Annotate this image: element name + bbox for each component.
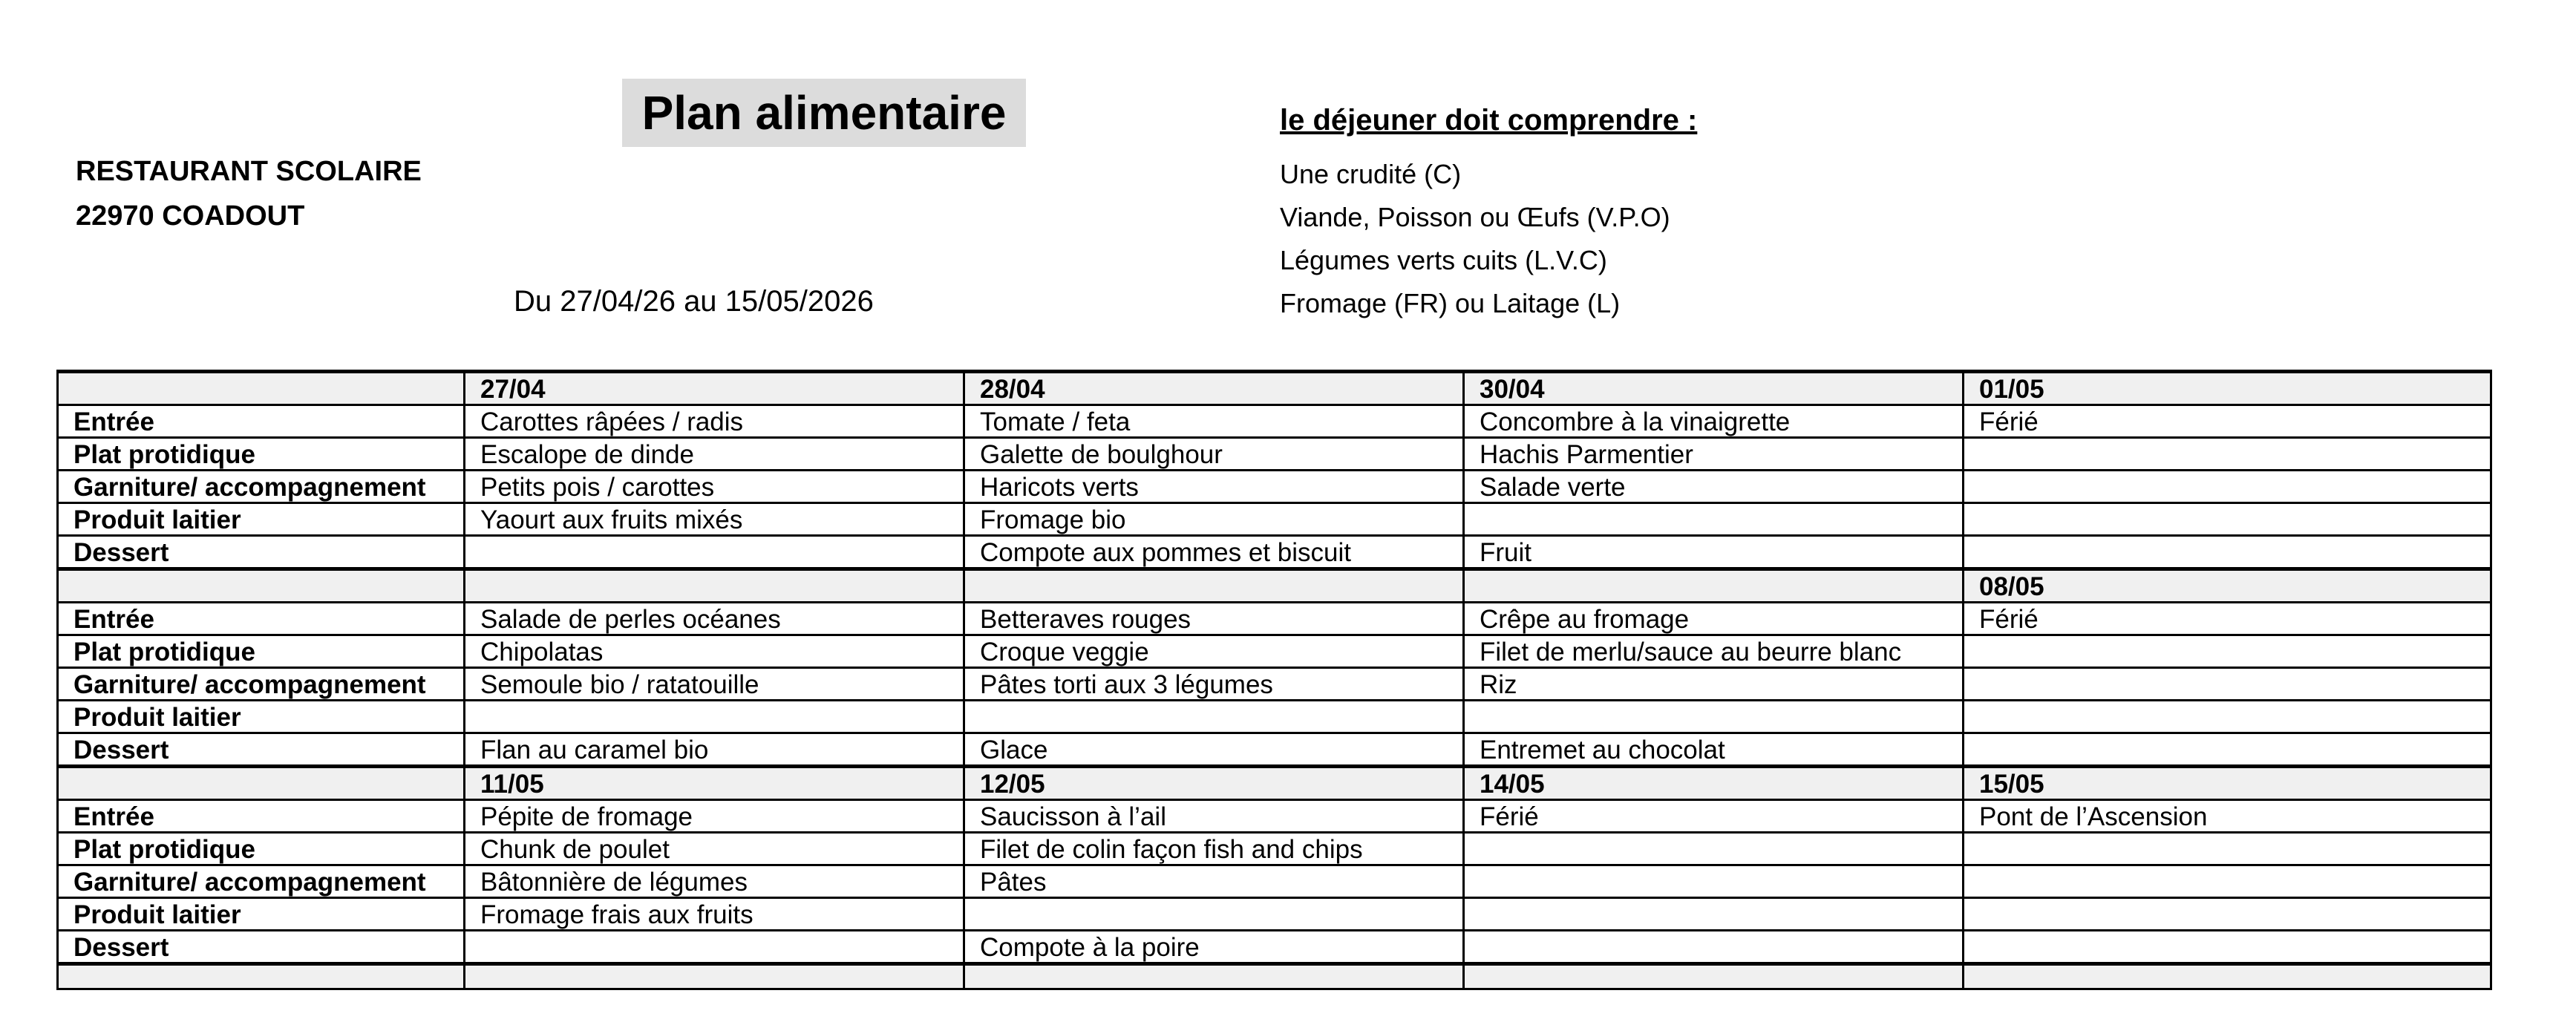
menu-cell: Yaourt aux fruits mixés bbox=[465, 503, 964, 536]
menu-cell bbox=[1964, 503, 2491, 536]
row-label: Dessert bbox=[58, 733, 465, 767]
table-row bbox=[58, 603, 2491, 635]
table-row bbox=[58, 438, 2491, 471]
row-label: Dessert bbox=[58, 536, 465, 569]
menu-cell: Fromage bio bbox=[964, 503, 1464, 536]
date-cell bbox=[1464, 569, 1964, 603]
table-row bbox=[58, 833, 2491, 865]
menu-cell: Betteraves rouges bbox=[964, 603, 1464, 635]
table-row bbox=[58, 635, 2491, 668]
date-cell: 12/05 bbox=[964, 767, 1464, 800]
menu-cell: Compote aux pommes et biscuit bbox=[964, 536, 1464, 569]
menu-cell: Pâtes torti aux 3 légumes bbox=[964, 668, 1464, 701]
menu-cell: Fromage frais aux fruits bbox=[465, 898, 964, 931]
date-row-corner bbox=[58, 767, 465, 800]
table-row bbox=[58, 800, 2491, 833]
requirement-item: Légumes verts cuits (L.V.C) bbox=[1280, 245, 1607, 275]
menu-cell: Carottes râpées / radis bbox=[465, 405, 964, 438]
menu-cell bbox=[1964, 833, 2491, 865]
table-row bbox=[58, 898, 2491, 931]
row-label: Produit laitier bbox=[58, 701, 465, 733]
date-row bbox=[58, 372, 2491, 405]
row-label: Entrée bbox=[58, 603, 465, 635]
menu-cell: Glace bbox=[964, 733, 1464, 767]
filler-cell bbox=[1964, 964, 2491, 989]
menu-cell bbox=[1464, 833, 1964, 865]
row-label: Entrée bbox=[58, 405, 465, 438]
table-row bbox=[58, 503, 2491, 536]
menu-cell: Chipolatas bbox=[465, 635, 964, 668]
menu-cell bbox=[465, 701, 964, 733]
filler-cell bbox=[964, 964, 1464, 989]
menu-cell: Pont de l’Ascension bbox=[1964, 800, 2491, 833]
row-label: Entrée bbox=[58, 800, 465, 833]
table-row bbox=[58, 701, 2491, 733]
menu-cell: Riz bbox=[1464, 668, 1964, 701]
menu-cell: Saucisson à l’ail bbox=[964, 800, 1464, 833]
menu-cell bbox=[1964, 668, 2491, 701]
menu-cell: Férié bbox=[1964, 603, 2491, 635]
table-row bbox=[58, 536, 2491, 569]
date-cell: 01/05 bbox=[1964, 372, 2491, 405]
table-row bbox=[58, 865, 2491, 898]
menu-cell: Férié bbox=[1464, 800, 1964, 833]
menu-cell: Tomate / feta bbox=[964, 405, 1464, 438]
menu-cell: Semoule bio / ratatouille bbox=[465, 668, 964, 701]
row-label: Dessert bbox=[58, 931, 465, 964]
menu-cell: Entremet au chocolat bbox=[1464, 733, 1964, 767]
row-label: Garniture/ accompagnement bbox=[58, 668, 465, 701]
menu-cell bbox=[1964, 701, 2491, 733]
restaurant-address: 22970 COADOUT bbox=[76, 200, 305, 232]
filler-cell bbox=[1464, 964, 1964, 989]
menu-cell: Férié bbox=[1964, 405, 2491, 438]
row-label: Garniture/ accompagnement bbox=[58, 865, 465, 898]
date-cell bbox=[465, 569, 964, 603]
date-row bbox=[58, 767, 2491, 800]
table-row bbox=[58, 931, 2491, 964]
menu-cell bbox=[1964, 471, 2491, 503]
date-cell: 30/04 bbox=[1464, 372, 1964, 405]
date-cell: 08/05 bbox=[1964, 569, 2491, 603]
date-cell: 15/05 bbox=[1964, 767, 2491, 800]
menu-cell: Concombre à la vinaigrette bbox=[1464, 405, 1964, 438]
restaurant-name: RESTAURANT SCOLAIRE bbox=[76, 156, 422, 187]
requirement-item: Viande, Poisson ou Œufs (V.P.O) bbox=[1280, 202, 1670, 232]
menu-cell: Croque veggie bbox=[964, 635, 1464, 668]
requirement-item: Fromage (FR) ou Laitage (L) bbox=[1280, 288, 1621, 318]
menu-cell bbox=[964, 701, 1464, 733]
menu-table bbox=[56, 370, 2492, 990]
menu-cell bbox=[465, 536, 964, 569]
menu-cell bbox=[1464, 701, 1964, 733]
date-cell: 27/04 bbox=[465, 372, 964, 405]
menu-cell bbox=[465, 931, 964, 964]
requirement-item: Une crudité (C) bbox=[1280, 159, 1462, 189]
menu-cell: Compote à la poire bbox=[964, 931, 1464, 964]
menu-cell: Bâtonnière de légumes bbox=[465, 865, 964, 898]
date-row bbox=[58, 569, 2491, 603]
menu-cell: Chunk de poulet bbox=[465, 833, 964, 865]
menu-cell: Escalope de dinde bbox=[465, 438, 964, 471]
menu-cell bbox=[1464, 931, 1964, 964]
page-title: Plan alimentaire bbox=[622, 79, 1026, 147]
table-row bbox=[58, 668, 2491, 701]
row-label: Plat protidique bbox=[58, 635, 465, 668]
date-cell: 14/05 bbox=[1464, 767, 1964, 800]
date-cell bbox=[964, 569, 1464, 603]
table-row bbox=[58, 733, 2491, 767]
menu-cell: Petits pois / carottes bbox=[465, 471, 964, 503]
menu-cell bbox=[1964, 635, 2491, 668]
row-label: Plat protidique bbox=[58, 833, 465, 865]
menu-cell bbox=[1964, 898, 2491, 931]
menu-cell bbox=[1464, 898, 1964, 931]
menu-cell: Filet de colin façon fish and chips bbox=[964, 833, 1464, 865]
menu-cell: Crêpe au fromage bbox=[1464, 603, 1964, 635]
table-row bbox=[58, 405, 2491, 438]
date-row-corner bbox=[58, 569, 465, 603]
row-label: Garniture/ accompagnement bbox=[58, 471, 465, 503]
requirements-title: le déjeuner doit comprendre : bbox=[1280, 104, 1698, 137]
menu-cell: Salade de perles océanes bbox=[465, 603, 964, 635]
date-cell: 11/05 bbox=[465, 767, 964, 800]
row-label: Plat protidique bbox=[58, 438, 465, 471]
filler-cell bbox=[465, 964, 964, 989]
menu-cell: Galette de boulghour bbox=[964, 438, 1464, 471]
row-label: Produit laitier bbox=[58, 898, 465, 931]
menu-cell bbox=[1964, 438, 2491, 471]
date-row-corner bbox=[58, 372, 465, 405]
menu-cell: Pâtes bbox=[964, 865, 1464, 898]
menu-cell bbox=[1964, 931, 2491, 964]
menu-cell: Salade verte bbox=[1464, 471, 1964, 503]
menu-cell: Pépite de fromage bbox=[465, 800, 964, 833]
filler-cell bbox=[58, 964, 465, 989]
menu-cell bbox=[964, 898, 1464, 931]
menu-cell: Flan au caramel bio bbox=[465, 733, 964, 767]
menu-cell bbox=[1464, 503, 1964, 536]
menu-cell bbox=[1964, 536, 2491, 569]
row-label: Produit laitier bbox=[58, 503, 465, 536]
menu-cell bbox=[1464, 865, 1964, 898]
table-footer-row bbox=[58, 964, 2491, 989]
menu-cell: Hachis Parmentier bbox=[1464, 438, 1964, 471]
table-row bbox=[58, 471, 2491, 503]
menu-cell bbox=[1964, 865, 2491, 898]
menu-cell bbox=[1964, 733, 2491, 767]
menu-cell: Fruit bbox=[1464, 536, 1964, 569]
menu-cell: Haricots verts bbox=[964, 471, 1464, 503]
date-cell: 28/04 bbox=[964, 372, 1464, 405]
menu-cell: Filet de merlu/sauce au beurre blanc bbox=[1464, 635, 1964, 668]
date-range: Du 27/04/26 au 15/05/2026 bbox=[514, 285, 874, 318]
